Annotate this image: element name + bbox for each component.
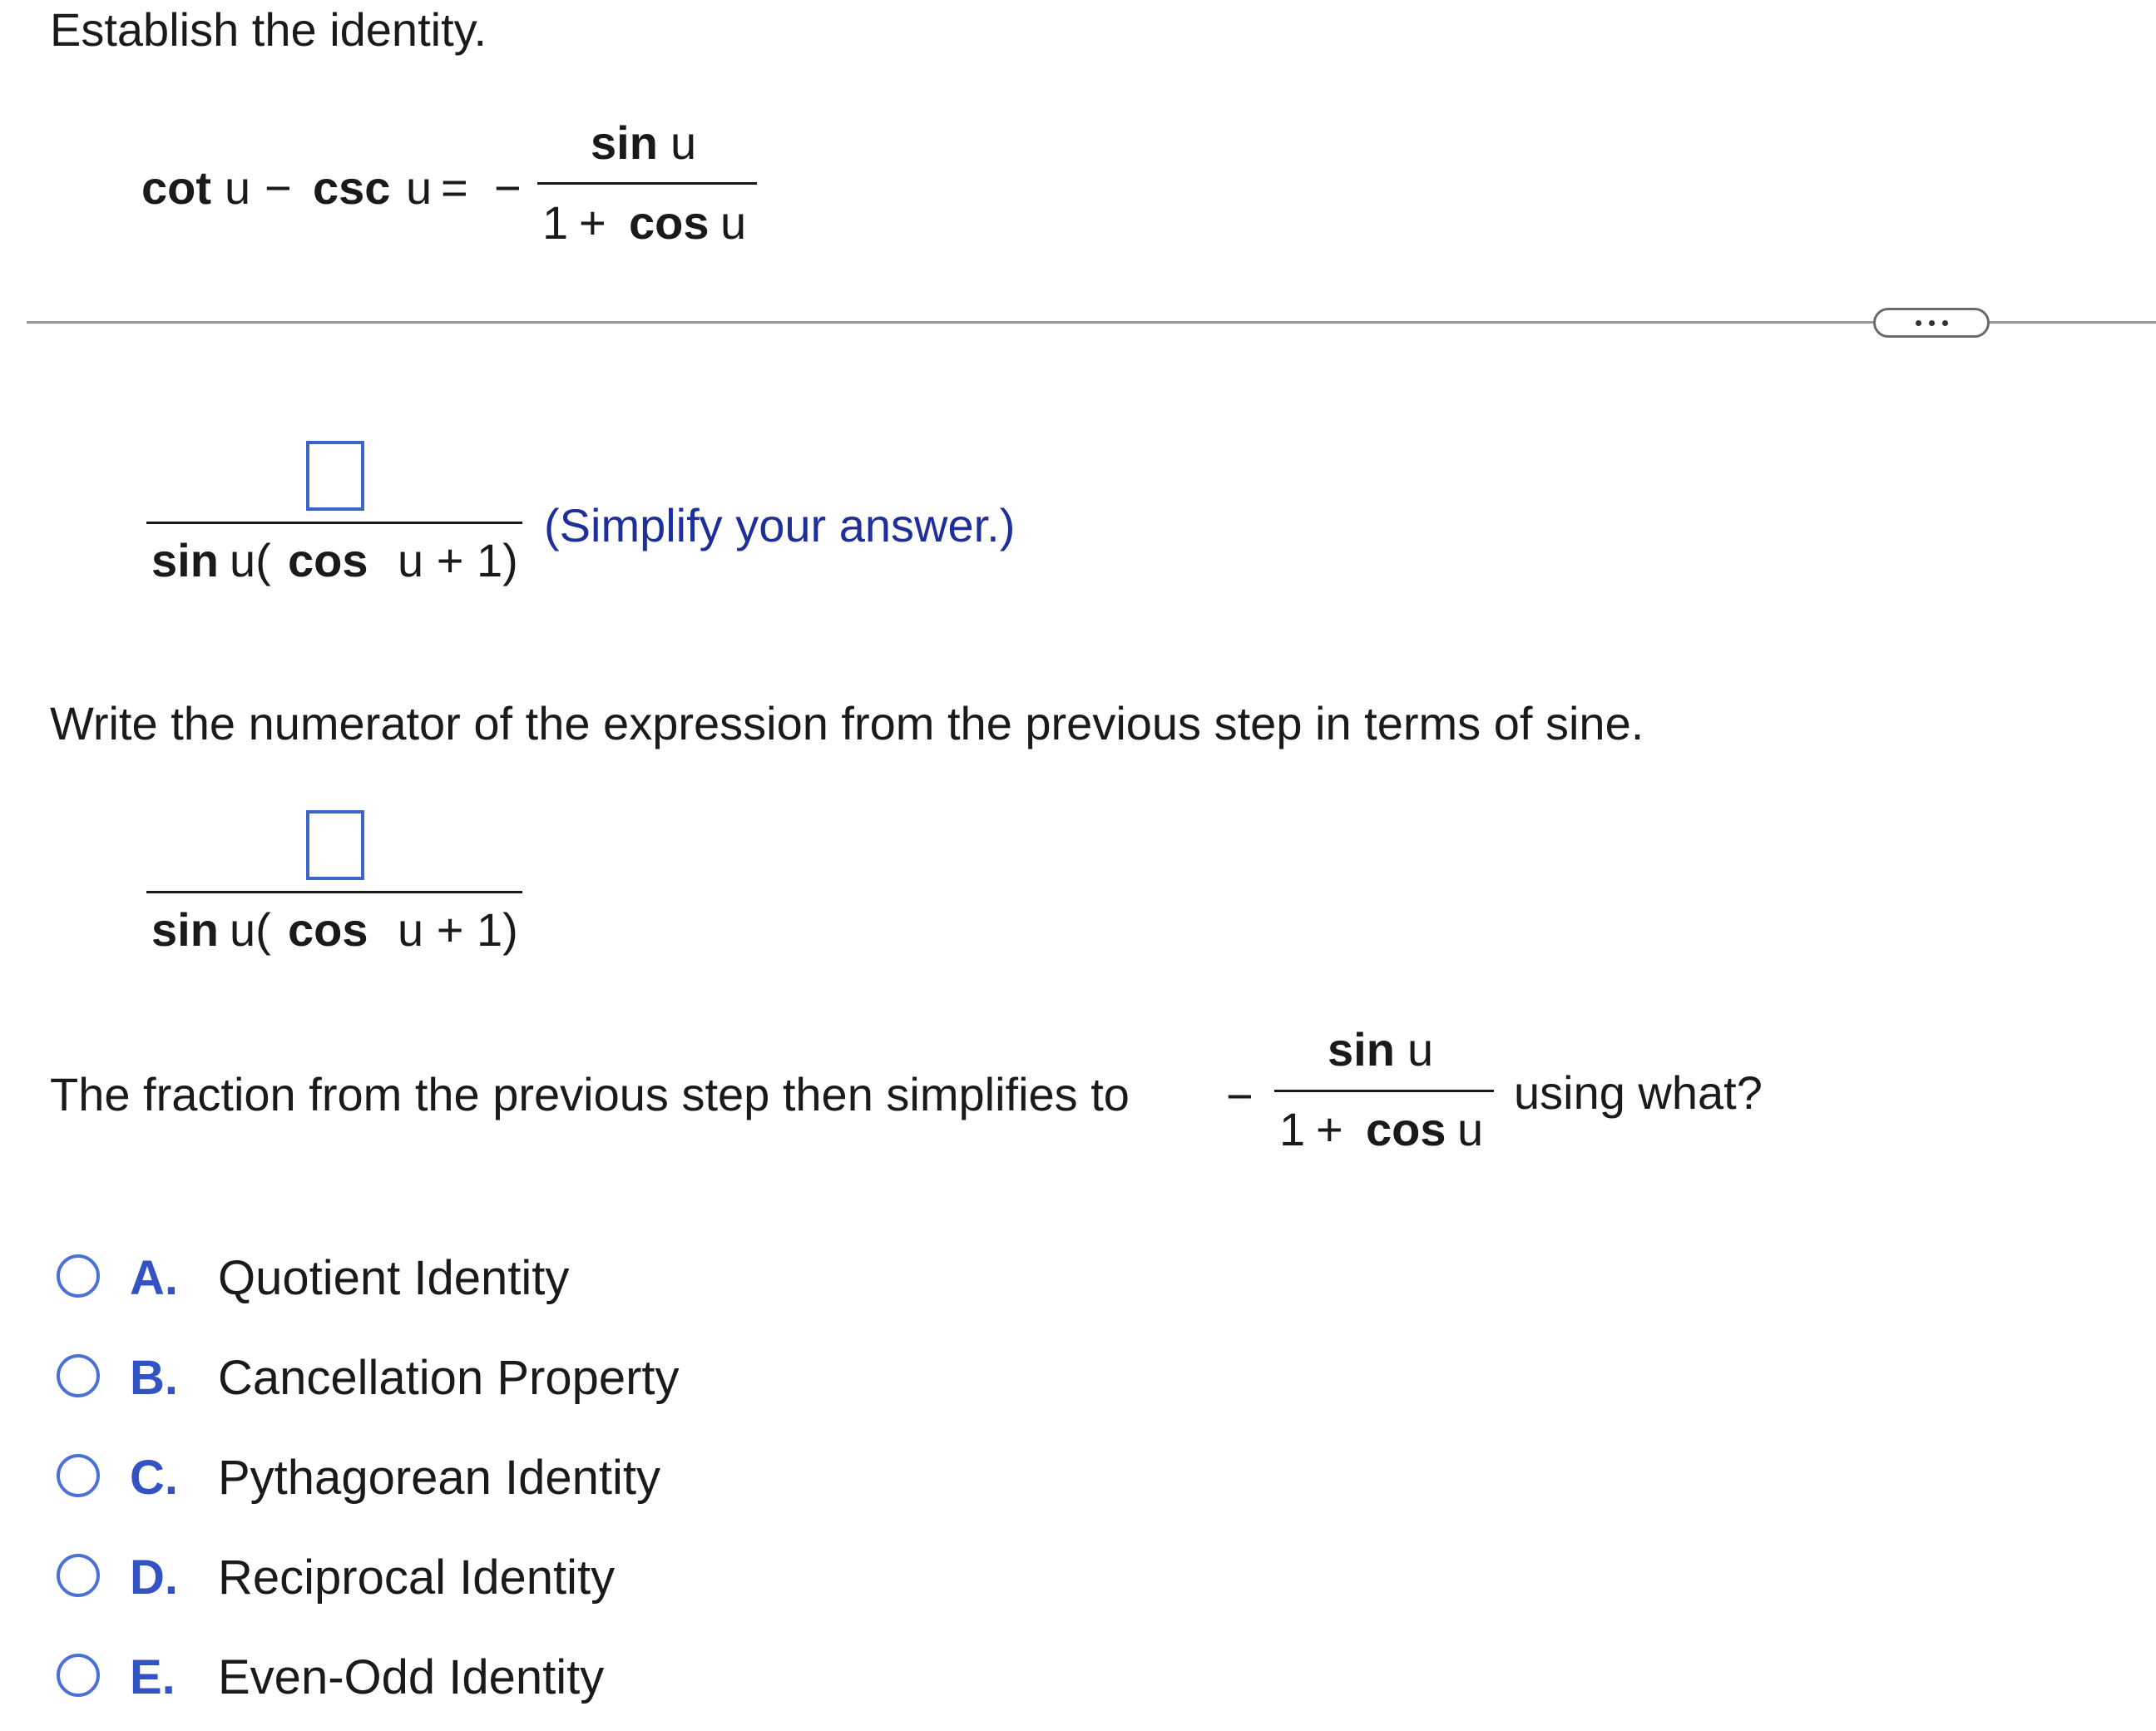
denominator-sin: sin [151,534,219,586]
option-d[interactable] [53,1550,802,1604]
denominator-cos: cos [288,903,368,956]
fraction-bar [146,891,522,893]
instruction-text: Establish the identity. [50,3,487,56]
denominator-one: 1 [1279,1103,1306,1155]
option-e[interactable] [53,1650,802,1704]
ellipsis-icon [1916,320,1921,326]
simplify-hint: (Simplify your answer.) [544,499,1016,551]
section-divider [27,321,2156,324]
negative-sign: − [1226,1070,1254,1122]
radio-button[interactable] [57,1654,100,1697]
plus-sign: + [579,196,606,249]
more-options-button[interactable] [1873,308,1990,338]
radio-button[interactable] [57,1454,100,1497]
negative-sign: − [494,161,522,214]
radio-button[interactable] [57,1354,100,1397]
variable-u: u [1457,1103,1484,1155]
step3-prompt-after: using what? [1514,1066,1763,1119]
fraction-bar [146,522,522,524]
option-c[interactable] [53,1451,802,1504]
step2-prompt: Write the numerator of the expression from the previous step in terms of sine. [50,697,1644,749]
step2-numerator-input[interactable] [306,810,364,880]
denominator-u-paren: u( [230,903,271,956]
radio-button[interactable] [57,1554,100,1597]
variable-u: u [720,196,747,249]
variable-u: u [1407,1023,1434,1076]
numerator-sin: sin [1328,1023,1395,1076]
option-label: Quotient Identity [218,1251,570,1305]
numerator-sin: sin [591,116,658,169]
option-label: Even-Odd Identity [218,1650,605,1704]
option-label: Pythagorean Identity [218,1451,661,1505]
minus-sign: − [265,161,292,214]
fraction-bar [537,182,757,185]
fraction-bar [1274,1090,1494,1092]
option-letter: E. [130,1650,176,1704]
variable-u: u [670,116,697,169]
step1-numerator-input[interactable] [306,441,364,511]
denominator-sin: sin [151,903,219,956]
denominator-tail: u + 1) [398,903,518,956]
radio-button[interactable] [57,1254,100,1298]
option-letter: B. [130,1351,178,1405]
denominator-one: 1 [542,196,569,249]
option-letter: D. [130,1550,178,1605]
step3-prompt-before: The fraction from the previous step then simplifies to [50,1068,1130,1120]
option-a[interactable] [53,1251,802,1304]
variable-u: u [406,161,433,214]
cot-function: cot [141,161,211,214]
denominator-cos: cos [1366,1103,1446,1155]
denominator-u-paren: u( [230,534,271,586]
ellipsis-icon [1942,320,1948,326]
plus-sign: + [1316,1103,1343,1155]
denominator-cos: cos [288,534,368,586]
denominator-tail: u + 1) [398,534,518,586]
equals-sign: = [441,161,468,214]
variable-u: u [225,161,251,214]
option-b[interactable] [53,1351,802,1404]
option-letter: C. [130,1451,178,1505]
denominator-cos: cos [629,196,710,249]
csc-function: csc [313,161,391,214]
option-letter: A. [130,1251,178,1305]
ellipsis-icon [1929,320,1935,326]
option-label: Cancellation Property [218,1351,680,1405]
option-label: Reciprocal Identity [218,1550,616,1605]
